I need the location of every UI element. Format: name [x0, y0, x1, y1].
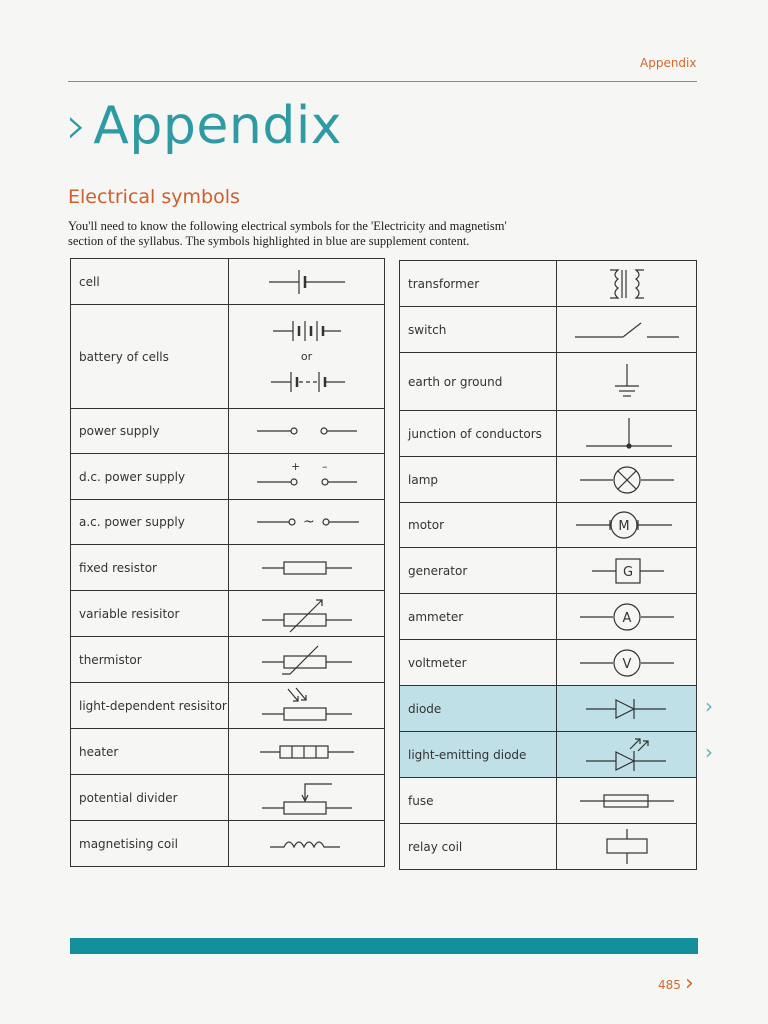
table-row [400, 261, 697, 307]
left-symbols-table [70, 258, 385, 867]
table-row-supplement [400, 732, 697, 778]
symbol-label: magnetising coil [71, 821, 229, 867]
led-symbol-icon [572, 735, 682, 775]
motor-symbol-icon [572, 508, 682, 542]
symbol-cell [557, 824, 697, 870]
plus-sign: + [290, 459, 300, 473]
table-row [400, 457, 697, 503]
dc-power-supply-symbol-icon [247, 460, 367, 494]
symbol-label: battery of cells [71, 305, 229, 409]
symbol-label: light-emitting diode [400, 732, 557, 778]
fuse-symbol-icon [572, 786, 682, 816]
cell-symbol-icon [257, 262, 357, 302]
table-row-supplement [400, 686, 697, 732]
table-row [71, 821, 385, 867]
battery-alt-symbol-icon [257, 366, 357, 398]
running-head: Appendix [640, 56, 697, 70]
battery-symbol-icon [257, 315, 357, 347]
table-row [71, 500, 385, 545]
table-row [71, 637, 385, 683]
intro-paragraph: You'll need to know the following electrical symbols for the 'Electricity and magnetism' section of the syllabus. The symbols highlighted in blue are supplement content. [68, 219, 507, 248]
table-row [400, 353, 697, 411]
symbol-label: motor [400, 503, 557, 548]
generator-letter: G [622, 564, 633, 580]
symbol-cell [557, 307, 697, 353]
symbol-label: variable resisitor [71, 591, 229, 637]
table-row [71, 545, 385, 591]
fixed-resistor-symbol-icon [252, 553, 362, 583]
voltmeter-letter: V [622, 656, 631, 672]
chapter-title [66, 96, 342, 156]
symbol-cell [229, 409, 385, 454]
symbol-cell [229, 821, 385, 867]
table-row [400, 824, 697, 870]
symbol-label: junction of conductors [400, 411, 557, 457]
table-row [71, 683, 385, 729]
transformer-symbol-icon [572, 264, 682, 304]
thermistor-symbol-icon [252, 640, 362, 680]
or-text: or [300, 350, 313, 363]
symbol-label: potential divider [71, 775, 229, 821]
magnetising-coil-symbol-icon [252, 829, 362, 859]
earth-symbol-icon [572, 360, 682, 404]
symbol-cell [229, 591, 385, 637]
potential-divider-symbol-icon [252, 778, 362, 818]
symbol-cell [557, 778, 697, 824]
chapter-title-text: Appendix [93, 96, 343, 156]
symbol-cell [557, 457, 697, 503]
voltmeter-symbol-icon [572, 646, 682, 680]
symbol-cell [229, 775, 385, 821]
table-row [71, 409, 385, 454]
symbol-cell [229, 305, 385, 409]
supplement-marker-icon: › [705, 740, 713, 764]
table-row [71, 454, 385, 500]
footer-band [70, 938, 698, 954]
symbol-label: thermistor [71, 637, 229, 683]
switch-symbol-icon [567, 315, 687, 345]
symbol-label: earth or ground [400, 353, 557, 411]
page-chevron-icon: › [685, 971, 694, 996]
symbol-cell [229, 637, 385, 683]
minus-sign: – [321, 459, 327, 473]
symbol-label: a.c. power supply [71, 500, 229, 545]
symbol-label: relay coil [400, 824, 557, 870]
supplement-marker-icon: › [705, 694, 713, 718]
ldr-symbol-icon [252, 686, 362, 726]
table-row [71, 729, 385, 775]
symbol-cell [557, 503, 697, 548]
symbol-label: lamp [400, 457, 557, 503]
symbol-label: fuse [400, 778, 557, 824]
ac-power-supply-symbol-icon [247, 507, 367, 537]
symbol-cell [557, 594, 697, 640]
symbol-label: ammeter [400, 594, 557, 640]
symbol-cell [229, 683, 385, 729]
table-row [71, 591, 385, 637]
symbol-label: d.c. power supply [71, 454, 229, 500]
symbol-label: transformer [400, 261, 557, 307]
ammeter-symbol-icon [572, 600, 682, 634]
table-row [71, 775, 385, 821]
symbol-cell [229, 454, 385, 500]
symbol-cell [229, 500, 385, 545]
symbol-cell [557, 732, 697, 778]
symbol-label: fixed resistor [71, 545, 229, 591]
section-title: Electrical symbols [68, 186, 240, 208]
table-row [400, 548, 697, 594]
symbol-cell [229, 259, 385, 305]
symbol-cell [557, 261, 697, 307]
table-row [400, 503, 697, 548]
symbol-cell [557, 640, 697, 686]
table-row [400, 778, 697, 824]
symbol-label: switch [400, 307, 557, 353]
lamp-symbol-icon [572, 463, 682, 497]
symbol-cell [229, 729, 385, 775]
generator-symbol-icon [572, 554, 682, 588]
table-row [400, 307, 697, 353]
symbol-cell [557, 353, 697, 411]
symbol-label: diode [400, 686, 557, 732]
symbol-cell [229, 545, 385, 591]
page-number: 485 [658, 978, 681, 992]
ammeter-letter: A [622, 610, 631, 626]
relay-coil-symbol-icon [572, 827, 682, 867]
symbol-label: cell [71, 259, 229, 305]
symbol-cell [557, 548, 697, 594]
top-rule [68, 81, 697, 82]
power-supply-symbol-icon [247, 416, 367, 446]
tilde-sign: ~ [302, 514, 315, 530]
right-symbols-table [399, 260, 697, 870]
symbol-label: generator [400, 548, 557, 594]
table-row [400, 594, 697, 640]
table-row [71, 259, 385, 305]
diode-symbol-icon [572, 692, 682, 726]
symbol-cell [557, 411, 697, 457]
symbol-label: voltmeter [400, 640, 557, 686]
symbol-label: heater [71, 729, 229, 775]
junction-symbol-icon [572, 414, 682, 454]
symbol-label: power supply [71, 409, 229, 454]
chapter-chevron-icon: › [66, 96, 88, 156]
table-row [71, 305, 385, 409]
motor-letter: M [617, 519, 630, 534]
table-row [400, 411, 697, 457]
table-row [400, 640, 697, 686]
symbol-label: light-dependent resisitor [71, 683, 229, 729]
symbol-cell [557, 686, 697, 732]
variable-resistor-symbol-icon [252, 594, 362, 634]
heater-symbol-icon [252, 737, 362, 767]
